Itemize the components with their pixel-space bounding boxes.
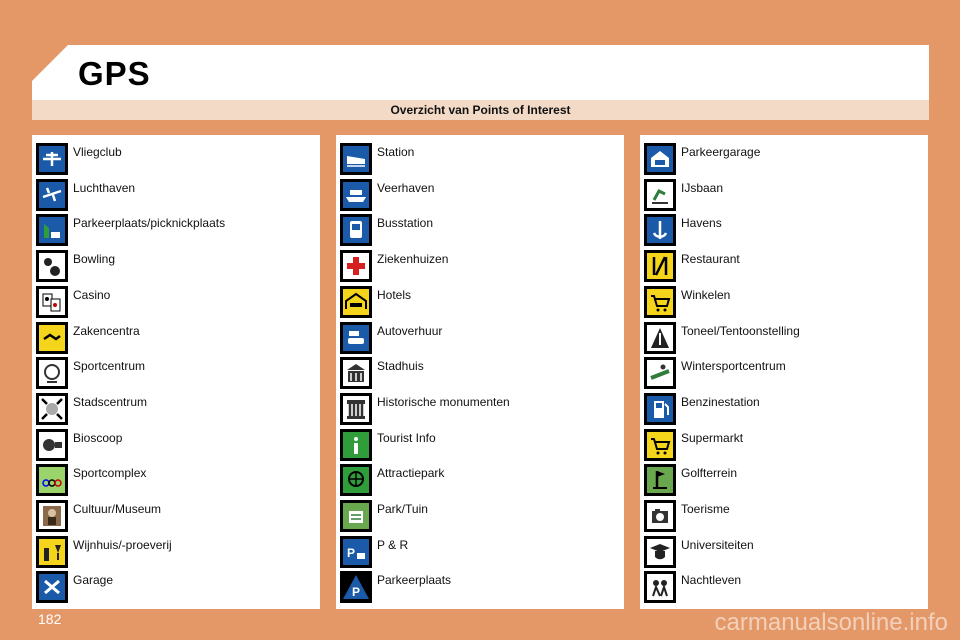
poi-label: Sportcomplex: [73, 466, 147, 481]
poi-item: [32, 565, 320, 600]
casino-icon: [36, 286, 68, 318]
section-title: Overzicht van Points of Interest: [390, 103, 571, 117]
poi-item: [336, 173, 624, 208]
town-hall-icon: [340, 357, 372, 389]
poi-label: Stadscentrum: [73, 394, 148, 409]
poi-label: Parkeerplaats/picknickplaats: [73, 216, 226, 231]
poi-label: Historische monumenten: [377, 394, 510, 409]
poi-item: [32, 280, 320, 315]
poi-column-2: [336, 135, 624, 609]
bus-station-icon: [340, 214, 372, 246]
sports-center-icon: [36, 357, 68, 389]
parking-icon: [340, 571, 372, 603]
poi-label: Benzinestation: [681, 394, 760, 409]
poi-label: Toneel/Tentoonstelling: [681, 323, 800, 338]
poi-label: Attractiepark: [377, 466, 445, 481]
wine-icon: [36, 536, 68, 568]
poi-label: Vliegclub: [73, 145, 122, 159]
poi-item: [32, 423, 320, 458]
poi-label: Veerhaven: [377, 180, 435, 195]
poi-label: Sportcentrum: [73, 359, 146, 374]
city-center-icon: [36, 393, 68, 425]
poi-item: [336, 458, 624, 493]
poi-item: [32, 173, 320, 208]
poi-item: [640, 458, 928, 493]
ice-rink-icon: [644, 179, 676, 211]
section-bar: [32, 100, 929, 120]
car-rental-icon: [340, 322, 372, 354]
poi-item: [32, 387, 320, 422]
poi-label: Ziekenhuizen: [377, 252, 449, 267]
poi-item: [336, 530, 624, 565]
poi-label: Wintersportcentrum: [681, 359, 786, 374]
shopping-icon: [644, 286, 676, 318]
poi-label: Tourist Info: [377, 430, 436, 445]
museum-icon: [36, 500, 68, 532]
poi-label: Autoverhuur: [377, 323, 443, 338]
poi-label: Toerisme: [681, 502, 730, 516]
poi-item: [32, 316, 320, 351]
parking-garage-icon: [644, 143, 676, 175]
poi-label: Havens: [681, 216, 722, 231]
hotel-icon: [340, 286, 372, 318]
poi-item: [32, 208, 320, 243]
picnic-area-icon: [36, 214, 68, 246]
page-number: 182: [38, 611, 62, 627]
poi-item: [336, 244, 624, 279]
poi-item: [336, 494, 624, 529]
poi-item: [640, 565, 928, 600]
park-and-ride-icon: [340, 536, 372, 568]
poi-item: [32, 244, 320, 279]
airport-icon: [36, 179, 68, 211]
poi-label: Zakencentra: [73, 323, 140, 338]
poi-label: Busstation: [377, 216, 434, 231]
poi-label: Cultuur/Museum: [73, 502, 162, 516]
poi-item: [640, 530, 928, 565]
svg-text:P: P: [352, 585, 361, 600]
poi-item: [640, 423, 928, 458]
poi-label: Winkelen: [681, 287, 731, 302]
poi-label: Luchthaven: [73, 180, 136, 195]
poi-item: [640, 387, 928, 422]
poi-label: Park/Tuin: [377, 502, 428, 516]
poi-item: [32, 458, 320, 493]
poi-label: Station: [377, 145, 415, 159]
svg-text:P: P: [347, 545, 356, 560]
theatre-icon: [644, 322, 676, 354]
poi-label: Stadhuis: [377, 359, 424, 374]
airfield-icon: [36, 143, 68, 175]
poi-label: Casino: [73, 287, 111, 302]
train-station-icon: [340, 143, 372, 175]
poi-label: Golfterrein: [681, 466, 738, 481]
supermarket-icon: [644, 429, 676, 461]
watermark: carmanualsonline.info: [714, 609, 948, 636]
winter-sports-icon: [644, 357, 676, 389]
poi-item: [32, 530, 320, 565]
poi-item: [640, 280, 928, 315]
poi-label: IJsbaan: [681, 180, 724, 195]
poi-item: [336, 351, 624, 386]
poi-column-3: [640, 135, 928, 609]
poi-item: [336, 208, 624, 243]
poi-item: [336, 137, 624, 172]
fuel-station-icon: [644, 393, 676, 425]
poi-label: Universiteiten: [681, 537, 754, 552]
poi-item: [336, 280, 624, 315]
harbour-icon: [644, 214, 676, 246]
poi-item: [640, 316, 928, 351]
poi-item: [32, 494, 320, 529]
ferry-icon: [340, 179, 372, 211]
tourist-info-icon: [340, 429, 372, 461]
garage-icon: [36, 571, 68, 603]
restaurant-icon: [644, 250, 676, 282]
poi-item: [32, 351, 320, 386]
poi-label: Supermarkt: [681, 430, 744, 445]
poi-column-1: [32, 135, 320, 609]
poi-item: [336, 565, 624, 600]
poi-item: [32, 137, 320, 172]
poi-label: Wijnhuis/-proeverij: [73, 537, 172, 552]
hospital-icon: [340, 250, 372, 282]
poi-label: Parkeergarage: [681, 145, 761, 159]
poi-label: Garage: [73, 573, 114, 588]
poi-label: Hotels: [377, 287, 412, 302]
university-icon: [644, 536, 676, 568]
poi-item: [640, 494, 928, 529]
park-icon: [340, 500, 372, 532]
poi-item: [336, 316, 624, 351]
amusement-park-icon: [340, 464, 372, 496]
tourism-icon: [644, 500, 676, 532]
nightlife-icon: [644, 571, 676, 603]
header-banner: [32, 45, 929, 100]
page-title: GPS: [78, 55, 151, 92]
poi-label: Nachtleven: [681, 573, 742, 588]
cinema-icon: [36, 429, 68, 461]
poi-item: [640, 208, 928, 243]
poi-item: [336, 387, 624, 422]
poi-item: [640, 244, 928, 279]
poi-item: [640, 351, 928, 386]
bowling-icon: [36, 250, 68, 282]
poi-label: Bowling: [73, 252, 116, 267]
poi-item: [640, 173, 928, 208]
poi-item: [336, 423, 624, 458]
golf-icon: [644, 464, 676, 496]
monument-icon: [340, 393, 372, 425]
poi-label: Parkeerplaats: [377, 573, 452, 588]
business-center-icon: [36, 322, 68, 354]
poi-item: [640, 137, 928, 172]
poi-label: Restaurant: [681, 252, 740, 267]
poi-label: P & R: [377, 537, 409, 552]
poi-label: Bioscoop: [73, 430, 123, 445]
sports-complex-icon: [36, 464, 68, 496]
